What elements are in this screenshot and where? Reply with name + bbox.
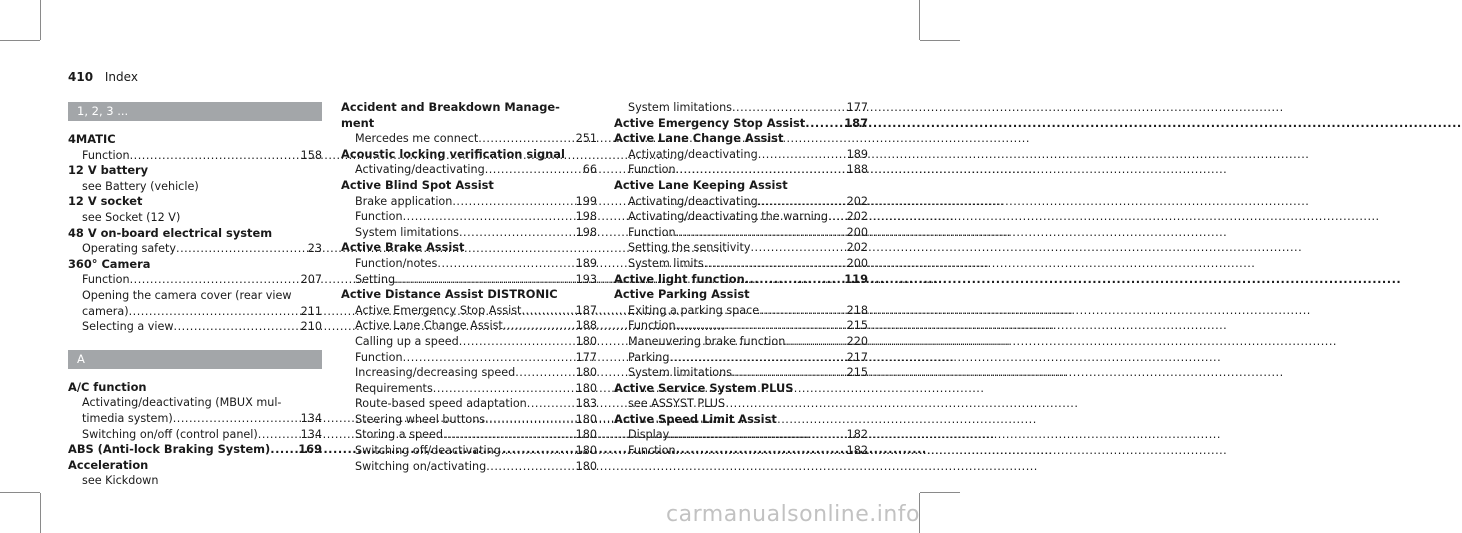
crop-mark [40, 493, 41, 533]
entry-text: Active light function [614, 271, 745, 286]
index-entry-heading: Acoustic locking verification signal [341, 146, 565, 161]
index-subentry [341, 225, 597, 241]
page-ref: 180 [575, 381, 597, 395]
page-ref: 210 [300, 320, 322, 334]
page-ref: 218 [846, 303, 868, 317]
index-subentry [68, 272, 322, 288]
entry-text: Active Emergency Stop Assist [614, 115, 806, 130]
index-subentry [341, 303, 597, 319]
subentry-text: Activating/deactivating [355, 163, 485, 177]
page-number: 410 [68, 70, 94, 84]
subentry-text: System limits [628, 256, 704, 270]
crop-mark [40, 0, 41, 40]
subentry-text: Activating/deactivating [628, 147, 758, 161]
index-subentry [614, 350, 868, 366]
page-ref: 180 [575, 412, 597, 426]
subentry-text: Function [355, 350, 403, 364]
index-subentry [614, 443, 868, 459]
index-subentry [614, 100, 868, 116]
subentry-text: Setting the sensitivity [628, 241, 751, 255]
subentry-text: Display [628, 428, 670, 442]
index-entry-heading-continued: ment [341, 115, 375, 130]
index-subentry [614, 209, 868, 225]
index-subentry [614, 225, 868, 241]
index-subentry [341, 162, 597, 178]
index-entry-heading: Active Distance Assist DISTRONIC [341, 287, 558, 302]
subentry-text: Switching on/activating [355, 459, 487, 473]
index-subentry [341, 427, 597, 443]
index-entry-heading: Active Brake Assist [341, 240, 465, 255]
page-ref: 251 [575, 132, 597, 146]
see-reference: see ASSYST PLUS [628, 397, 726, 411]
index-entry-heading: Active Lane Change Assist [614, 131, 784, 146]
crop-mark [0, 492, 40, 493]
index-subentry [341, 334, 597, 350]
subentry-text: Activating/deactivating [628, 194, 758, 208]
entry-text: ABS (Anti-lock Braking System) [68, 442, 271, 457]
subentry-text: Route-based speed adaptation [355, 397, 527, 411]
page-ref: 199 [575, 194, 597, 208]
index-subentry [614, 194, 868, 210]
index-subentry [614, 427, 868, 443]
watermark: carmanualsonline.info [666, 502, 920, 527]
crop-mark [0, 40, 40, 41]
index-subentry [341, 256, 597, 272]
index-entry-heading: Active Service System PLUS [614, 380, 794, 395]
subentry-text: Brake application [355, 194, 453, 208]
page-ref: 202 [846, 210, 868, 224]
page-ref: 180 [575, 444, 597, 458]
page-ref: 188 [846, 163, 868, 177]
page-ref: 200 [846, 256, 868, 270]
subentry-text: Function [355, 210, 403, 224]
section-header: 1, 2, 3 ... [68, 102, 322, 121]
subentry-text: Function [628, 225, 676, 239]
index-subentry [68, 411, 322, 427]
subentry-text: camera) [82, 304, 129, 318]
page-ref: 180 [575, 459, 597, 473]
index-entry-heading [68, 442, 322, 458]
page-ref: 200 [846, 225, 868, 239]
index-subentry [341, 350, 597, 366]
see-reference: see Kickdown [82, 474, 159, 488]
index-entry-heading: 360° Camera [68, 256, 151, 271]
page-ref: 188 [575, 319, 597, 333]
subentry-text: Requirements [355, 381, 433, 395]
page-ref: 119 [844, 271, 868, 286]
crop-mark [919, 0, 920, 40]
subentry-text: Setting [355, 272, 396, 286]
see-reference: see Battery (vehicle) [82, 179, 199, 193]
index-subentry [614, 162, 868, 178]
index-entry-heading: Active Blind Spot Assist [341, 177, 494, 192]
page-ref: 202 [846, 241, 868, 255]
index-entry-heading: 4MATIC [68, 132, 116, 146]
subentry-text: Function [82, 148, 130, 162]
crop-mark [920, 492, 960, 493]
subentry-text: Parking [628, 350, 670, 364]
index-entry-heading: Accident and Breakdown Manage- [341, 100, 560, 114]
index-entry-heading: 12 V socket [68, 194, 143, 209]
page-ref: 187 [575, 303, 597, 317]
index-entry-heading: Acceleration [68, 457, 149, 472]
index-subentry [341, 459, 597, 475]
crop-mark [920, 40, 960, 41]
page-ref: 180 [575, 428, 597, 442]
page-ref: 180 [575, 366, 597, 380]
index-entry-heading: Active Parking Assist [614, 287, 750, 302]
index-subentry [68, 319, 322, 335]
index-entry-heading [614, 272, 868, 288]
index-subentry [341, 209, 597, 225]
index-subentry [341, 412, 597, 428]
subentry-text: Function [628, 163, 676, 177]
index-subentry [341, 272, 597, 288]
page-ref: 177 [846, 101, 868, 114]
index-subentry [341, 365, 597, 381]
index-entry-heading: Active Speed Limit Assist [614, 411, 777, 426]
page-ref: 189 [846, 147, 868, 161]
subentry-text: System limitations [355, 225, 459, 239]
page-ref: 215 [846, 366, 868, 380]
subentry-text: Increasing/decreasing speed [355, 366, 516, 380]
index-subentry [341, 194, 597, 210]
index-subentry [68, 304, 322, 320]
page-ref: 207 [300, 273, 322, 287]
section-header: A [68, 350, 322, 369]
subentry-text: Steering wheel buttons [355, 412, 486, 426]
subentry-text: Activating/deactivating the warning [628, 210, 828, 224]
index-subentry [614, 147, 868, 163]
page-ref: 220 [846, 334, 868, 348]
subentry-text: Function [82, 273, 130, 287]
subentry-text: Active Emergency Stop Assist [355, 303, 522, 317]
page-ref: 189 [575, 256, 597, 270]
page-ref: 193 [575, 272, 597, 286]
index-subentry [341, 131, 597, 147]
subentry-text: System limitations [628, 366, 732, 380]
subentry-text: Switching on/off (control panel) [82, 427, 258, 441]
page-ref: 66 [582, 163, 597, 177]
subentry-text: Function/notes [355, 256, 438, 270]
subentry-text: Calling up a speed [355, 334, 459, 348]
subentry-text: Maneuvering brake function [628, 334, 786, 348]
index-column-2 [341, 100, 597, 474]
index-subentry [341, 443, 597, 459]
index-entry-heading: A/C function [68, 379, 147, 394]
subentry-text: Function [628, 319, 676, 333]
page-ref: 134 [300, 411, 322, 425]
index-subentry [614, 318, 868, 334]
subentry-text: Selecting a view [82, 320, 174, 334]
index-subentry [341, 381, 597, 397]
index-entry-heading: Active Lane Keeping Assist [614, 177, 788, 192]
page-ref: 23 [307, 242, 322, 256]
index-subentry [68, 148, 322, 164]
index-column-1 [68, 100, 322, 489]
subentry-text: Operating safety [82, 242, 177, 256]
index-subentry [614, 303, 868, 319]
subentry-text: Mercedes me connect [355, 132, 479, 146]
index-subentry [614, 256, 868, 272]
subentry-text: Storing a speed [355, 428, 443, 442]
index-subentry [614, 240, 868, 256]
page-ref: 182 [846, 428, 868, 442]
index-subentry [341, 318, 597, 334]
page-ref: 158 [300, 148, 322, 162]
subentry-text: Exiting a parking space [628, 303, 760, 317]
page-ref: 169 [298, 442, 322, 457]
page-ref: 180 [575, 334, 597, 348]
subentry-text-wrapped: Activating/deactivating (MBUX mul- [82, 396, 282, 410]
page-ref: 183 [575, 397, 597, 411]
page-ref: 187 [844, 115, 868, 130]
page-ref: 182 [846, 444, 868, 458]
page-ref: 215 [846, 319, 868, 333]
page-ref: 202 [846, 194, 868, 208]
page-ref: 198 [575, 210, 597, 224]
index-subentry [614, 365, 868, 381]
subentry-text-wrapped: Opening the camera cover (rear view [82, 288, 292, 302]
page-ref: 134 [300, 427, 322, 441]
see-reference: see Socket (12 V) [82, 210, 181, 224]
page-ref: 211 [300, 304, 322, 318]
subentry-text: Function [628, 444, 676, 458]
page-ref: 177 [575, 350, 597, 364]
subentry-text: timedia system) [82, 411, 173, 425]
subentry-text: Active Lane Change Assist [355, 319, 503, 333]
page-title: Index [104, 70, 138, 84]
page-header [68, 70, 138, 84]
page-ref: 217 [846, 350, 868, 364]
index-entry-heading [614, 116, 868, 132]
index-subentry [68, 427, 322, 443]
subentry-text: Switching off/deactivating [355, 444, 501, 458]
index-column-3 [614, 100, 868, 459]
subentry-text: System limitations [628, 101, 732, 114]
index-subentry [68, 241, 322, 257]
index-entry-heading: 48 V on-board electrical system [68, 225, 273, 240]
page-ref: 198 [575, 225, 597, 239]
index-subentry [614, 334, 868, 350]
index-entry-heading: 12 V battery [68, 163, 149, 178]
index-subentry [341, 396, 597, 412]
